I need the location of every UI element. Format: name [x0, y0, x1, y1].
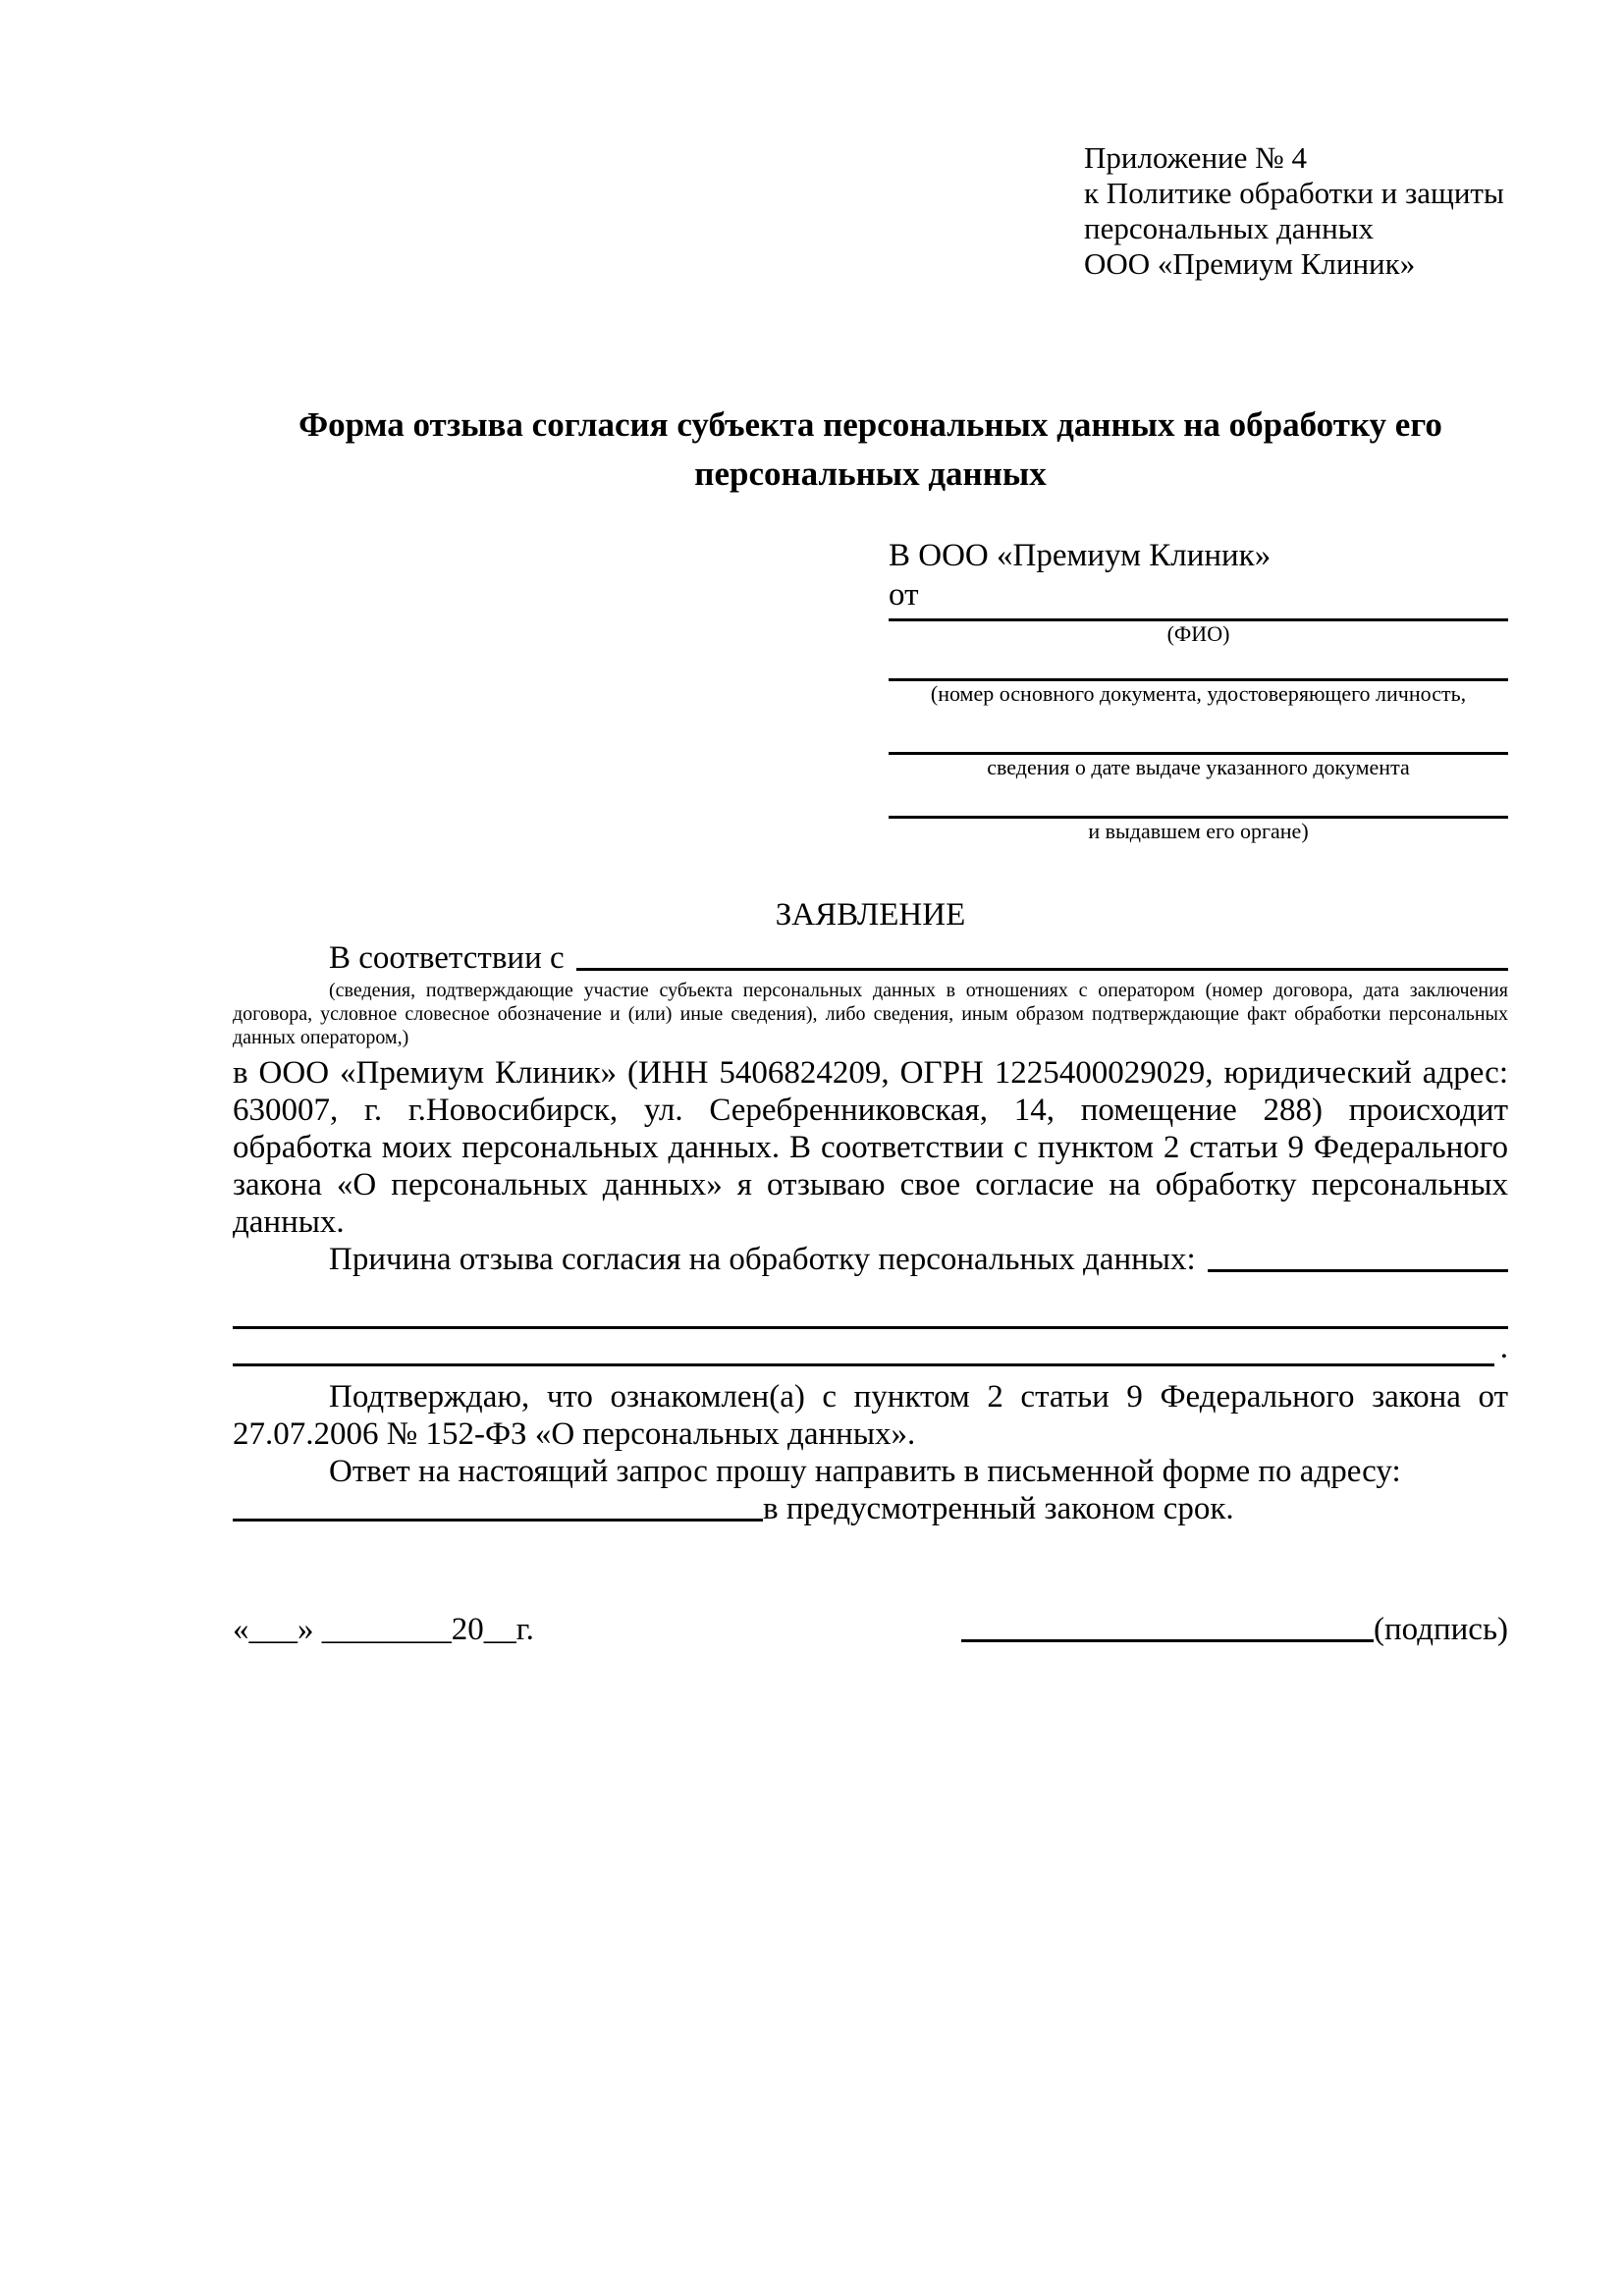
appendix-line: ООО «Премиум Клиник» [1084, 246, 1416, 281]
address-blank-line [233, 1519, 763, 1522]
issue-date-caption: сведения о дате выдаче указанного документа [987, 755, 1410, 779]
issuing-authority-blank-line [889, 780, 1508, 819]
confirmation-paragraph: Подтверждаю, что ознакомлен(а) с пунктом 2 статьи 9 Федерального закона от 27.07.2006 № 152-ФЗ «О персональных данных». [233, 1379, 1508, 1452]
addressee-from-label: от [889, 577, 919, 613]
reason-continuation-line-1 [233, 1286, 1508, 1329]
fio-blank-line [889, 614, 1508, 621]
id-document-caption: (номер основного документа, удостоверяющего личность, [930, 681, 1467, 706]
appendix-line: персональных данных [1084, 211, 1375, 245]
basis-label: В соответствии с [329, 940, 565, 976]
line-terminator: . [1499, 1330, 1508, 1365]
signature-group [961, 1611, 1508, 1648]
basis-blank-line [576, 968, 1508, 971]
page-content [233, 0, 1508, 1648]
signature-caption: (подпись) [1374, 1612, 1508, 1647]
issuing-authority-caption: и выдавшем его органе) [1088, 819, 1309, 843]
appendix-line: Приложение № 4 [1084, 140, 1307, 175]
appendix-note [1084, 140, 1508, 282]
reason-blank-line [1208, 1269, 1508, 1272]
document-title: Форма отзыва согласия субъекта персональных данных на обработку его персональных данных [298, 405, 1442, 493]
date-line: «___» ________20__г. [233, 1612, 534, 1647]
reply-request-paragraph: Ответ на настоящий запрос прошу направить в письменной форме по адресу: [329, 1454, 1401, 1489]
basis-line [233, 939, 1508, 977]
fine-print-note: (сведения, подтверждающие участие субъекта персональных данных в отношениях с оператором (номер договора, дата заключения договора, условное словесное обозначение и (или) иные сведения), либо сведения, иным образом подтверждающие факт обработки персональных данных оператором,) [233, 980, 1508, 1048]
fio-caption: (ФИО) [1166, 621, 1230, 646]
addressee-to: В ООО «Премиум Клиник» [889, 538, 1272, 573]
reason-continuation-line-2 [233, 1329, 1508, 1366]
statement-heading: ЗАЯВЛЕНИЕ [775, 897, 966, 933]
statement-body: в ООО «Премиум Клиник» (ИНН 5406824209, ОГРН 1225400029029, юридический адрес: 630007, г. г.Новосибирск, ул. Серебренниковская, 14, помещение 288) происходит обработка моих персональных данных. В соответствии с пунктом 2 статьи 9 Федерального закона «О персональных данных» я отзываю свое согласие на обработку персональных данных. [233, 1055, 1508, 1240]
appendix-line: к Политике обработки и защиты [1084, 176, 1504, 210]
reply-address-line [233, 1490, 1508, 1527]
id-document-blank-line [889, 647, 1508, 681]
addressee-block [889, 536, 1508, 844]
reason-label: Причина отзыва согласия на обработку персональных данных: [329, 1242, 1196, 1277]
issue-date-blank-line [889, 707, 1508, 755]
reason-continuation-blank [233, 1333, 1494, 1366]
reply-suffix: в предусмотренный законом срок. [763, 1491, 1234, 1526]
signature-blank-line [961, 1639, 1374, 1642]
signature-date-row [233, 1611, 1508, 1648]
reason-line [233, 1241, 1508, 1278]
